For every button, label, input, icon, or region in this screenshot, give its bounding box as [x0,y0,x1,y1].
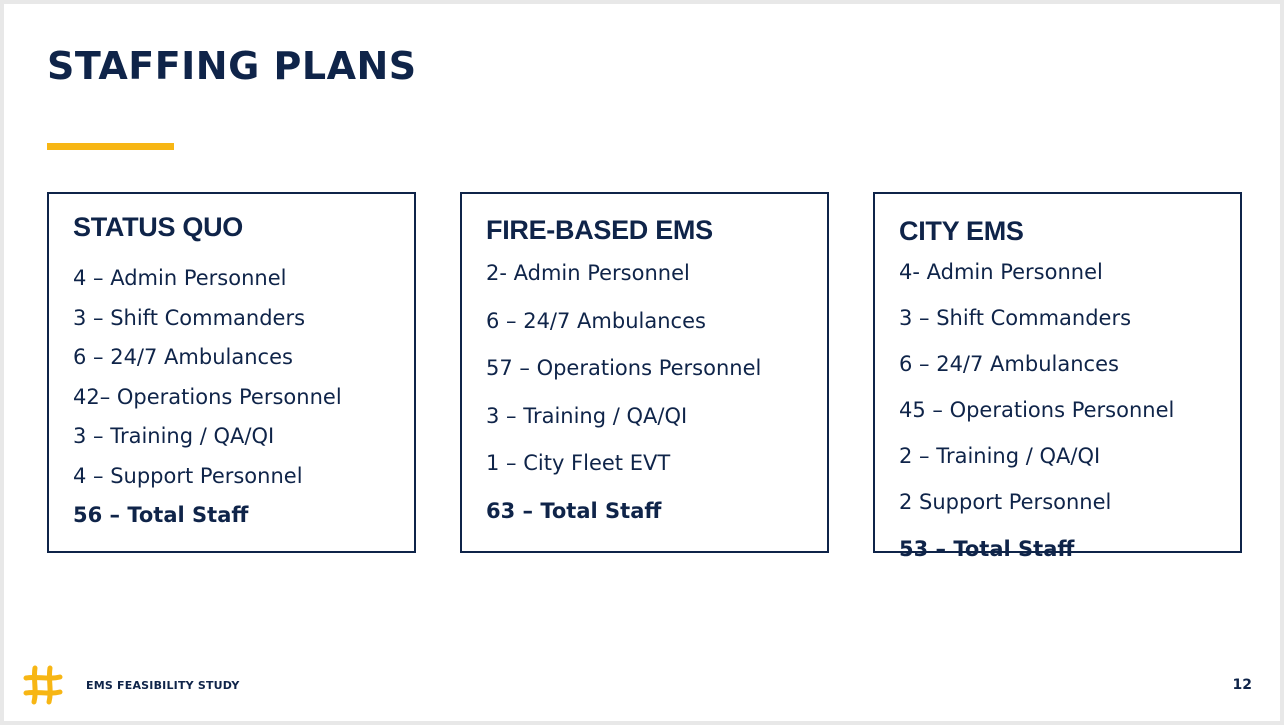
list-item: 1 – City Fleet EVT [486,451,671,475]
fire-based-ems-box [460,192,829,553]
total-staff: 53 – Total Staff [899,536,1075,561]
slide-title: STAFFING PLANS [47,44,417,88]
list-item: 2 Support Personnel [899,490,1112,515]
list-item: 3 – Shift Commanders [73,305,306,330]
total-staff: 56 – Total Staff [73,503,249,527]
staff-list [73,259,342,536]
staff-list [486,250,761,535]
total-staff: 63 – Total Staff [486,498,662,523]
box-heading: CITY EMS [899,216,1024,246]
footer-label: EMS FEASIBILITY STUDY [86,679,240,692]
list-item: 6 – 24/7 Ambulances [73,345,293,369]
list-item: 45 – Operations Personnel [899,398,1175,423]
list-item: 6 – 24/7 Ambulances [486,308,706,333]
list-item: 3 – Shift Commanders [899,306,1132,331]
slide [4,4,1280,721]
list-item: 3 – Training / QA/QI [486,403,688,428]
list-item: 2 – Training / QA/QI [899,444,1101,469]
staff-list [899,249,1174,572]
box-heading: STATUS QUO [73,212,243,242]
status-quo-box [47,192,416,553]
grid-hash-logo-icon [22,664,64,706]
list-item: 3 – Training / QA/QI [73,424,275,448]
list-item: 6 – 24/7 Ambulances [899,352,1119,377]
list-item: 57 – Operations Personnel [486,356,762,380]
city-ems-box [873,192,1242,561]
list-item: 42– Operations Personnel [73,384,342,409]
list-item: 4- Admin Personnel [899,260,1103,284]
box-heading: FIRE-BASED EMS [486,215,713,245]
list-item: 4 – Support Personnel [73,463,303,488]
list-item: 2- Admin Personnel [486,261,690,285]
title-accent-bar [47,143,174,150]
page-number: 12 [1232,677,1252,693]
list-item: 4 – Admin Personnel [73,266,287,290]
